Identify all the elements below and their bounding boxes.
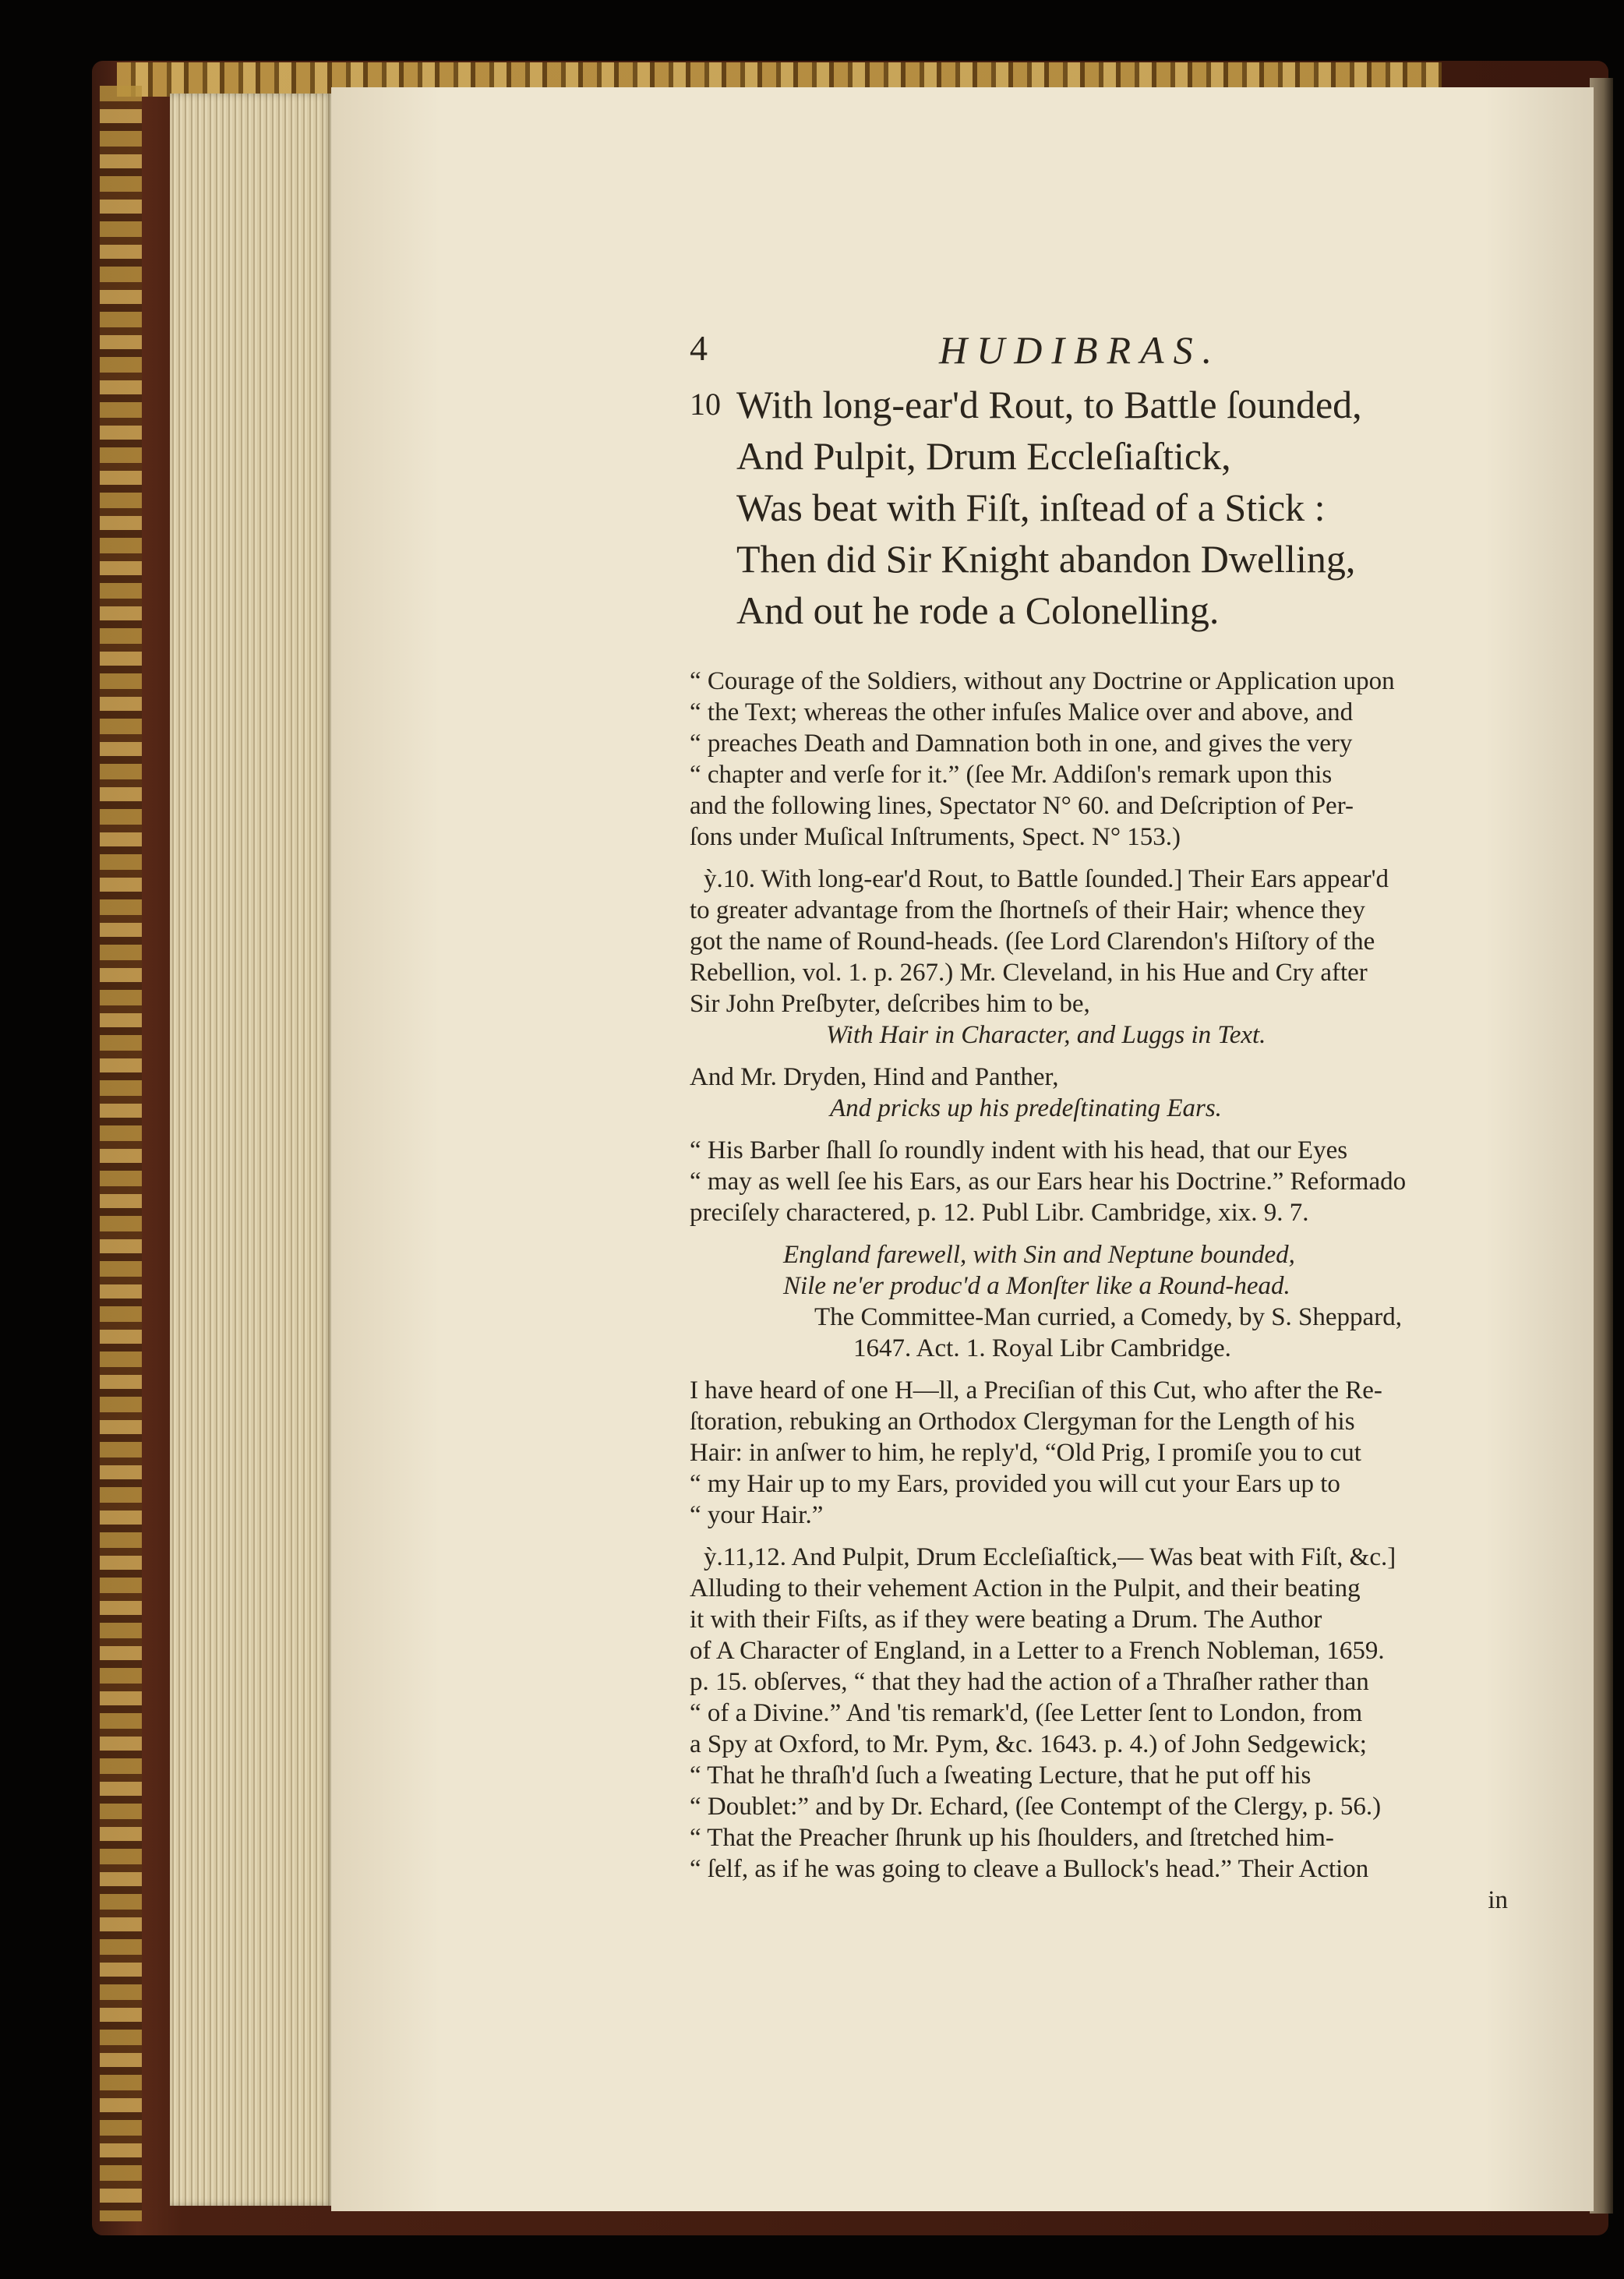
- note-line: Sir John Preſbyter, deſcribes him to be,: [690, 990, 1090, 1018]
- note-line: to greater advantage from the ſhortneſs of their Hair; whence they: [690, 896, 1365, 924]
- page-text: [690, 327, 1508, 1916]
- note-line: “ my Hair up to my Ears, provided you will cut your Ears up to: [690, 1470, 1340, 1498]
- note-line: “ Doublet:” and by Dr. Echard, (ſee Contempt of the Clergy, p. 56.): [690, 1793, 1382, 1821]
- note-line: and the following lines, Spectator N° 60. and Deſcription of Per-: [690, 792, 1354, 820]
- quoted-verse: Nile ne'er produc'd a Monſter like a Round-head.: [783, 1272, 1290, 1300]
- verse-line: With long-ear'd Rout, to Battle ſounded,: [736, 383, 1362, 426]
- annotation-notes: [690, 666, 1508, 1916]
- note-line: “ chapter and verſe for it.” (ſee Mr. Addiſon's remark upon this: [690, 761, 1333, 789]
- verse-line: Then did Sir Knight abandon Dwelling,: [736, 537, 1356, 581]
- citation-line: 1647. Act. 1. Royal Libr Cambridge.: [853, 1334, 1231, 1362]
- verse-line: And Pulpit, Drum Eccleſiaſtick,: [736, 434, 1231, 478]
- note-line: preciſely charactered, p. 12. Publ Libr. Cambridge, xix. 9. 7.: [690, 1199, 1309, 1227]
- note-line: ỳ.10. With long-ear'd Rout, to Battle ſounded.] Their Ears appear'd: [704, 865, 1389, 893]
- note-line: And Mr. Dryden, Hind and Panther,: [690, 1063, 1059, 1091]
- note-line: “ Courage of the Soldiers, without any Doctrine or Application upon: [690, 667, 1395, 695]
- note-line: “ the Text; whereas the other infuſes Malice over and above, and: [690, 698, 1354, 726]
- note-line: a Spy at Oxford, to Mr. Pym, &c. 1643. p. 4.) of John Sedgewick;: [690, 1730, 1367, 1758]
- note-line: of A Character of England, in a Letter to a French Nobleman, 1659.: [690, 1637, 1385, 1665]
- verse-block: [690, 379, 1508, 636]
- note-line: Rebellion, vol. 1. p. 267.) Mr. Cleveland, in his Hue and Cry after: [690, 959, 1368, 987]
- note-line: “ may as well ſee his Ears, as our Ears hear his Doctrine.” Reformado: [690, 1168, 1407, 1196]
- note-line: “ That he thraſh'd ſuch a ſweating Lecture, that he put off his: [690, 1761, 1312, 1790]
- quoted-verse: With Hair in Character, and Luggs in Text.: [826, 1021, 1266, 1049]
- page-header: [690, 327, 1508, 374]
- verse-line: Was beat with Fiſt, inſtead of a Stick :: [736, 486, 1326, 529]
- note-line: “ of a Divine.” And 'tis remark'd, (ſee Letter ſent to London, from: [690, 1699, 1363, 1727]
- note-line: ſons under Muſical Inſtruments, Spect. N° 153.): [690, 823, 1181, 851]
- note-line: “ That the Preacher ſhrunk up his ſhoulders, and ſtretched him-: [690, 1824, 1334, 1852]
- note-line: ỳ.11,12. And Pulpit, Drum Eccleſiaſtick,— Was beat with Fiſt, &c.]: [704, 1543, 1396, 1571]
- note-line: “ preaches Death and Damnation both in one, and gives the very: [690, 730, 1353, 758]
- page-number: 4: [690, 328, 708, 368]
- note-line: “ your Hair.”: [690, 1501, 824, 1529]
- verse-line: And out he rode a Colonelling.: [736, 588, 1220, 632]
- citation-line: The Committee-Man curried, a Comedy, by S. Sheppard,: [814, 1303, 1402, 1331]
- quoted-verse: England farewell, with Sin and Neptune bounded,: [783, 1241, 1295, 1269]
- gilt-border-left: [100, 86, 142, 2221]
- page-stack: [170, 94, 334, 2206]
- note-line: Alluding to their vehement Action in the Pulpit, and their beating: [690, 1574, 1361, 1602]
- note-line: I have heard of one H—ll, a Preciſian of this Cut, who after the Re-: [690, 1376, 1382, 1404]
- note-line: got the name of Round-heads. (ſee Lord Clarendon's Hiſtory of the: [690, 928, 1375, 956]
- running-title: HUDIBRAS.: [939, 328, 1222, 372]
- catchword: in: [1488, 1886, 1508, 1914]
- quoted-verse: And pricks up his predeſtinating Ears.: [830, 1094, 1222, 1122]
- note-line: p. 15. obſerves, “ that they had the action of a Thraſher rather than: [690, 1668, 1369, 1696]
- note-line: it with their Fiſts, as if they were beating a Drum. The Author: [690, 1606, 1322, 1634]
- note-line: “ His Barber ſhall ſo roundly indent with his head, that our Eyes: [690, 1136, 1348, 1164]
- verse-line-number: 10: [690, 387, 721, 422]
- note-line: “ ſelf, as if he was going to cleave a Bullock's head.” Their Action: [690, 1855, 1369, 1883]
- note-line: ſtoration, rebuking an Orthodox Clergyman for the Length of his: [690, 1408, 1355, 1436]
- note-line: Hair: in anſwer to him, he reply'd, “Old Prig, I promiſe you to cut: [690, 1439, 1361, 1467]
